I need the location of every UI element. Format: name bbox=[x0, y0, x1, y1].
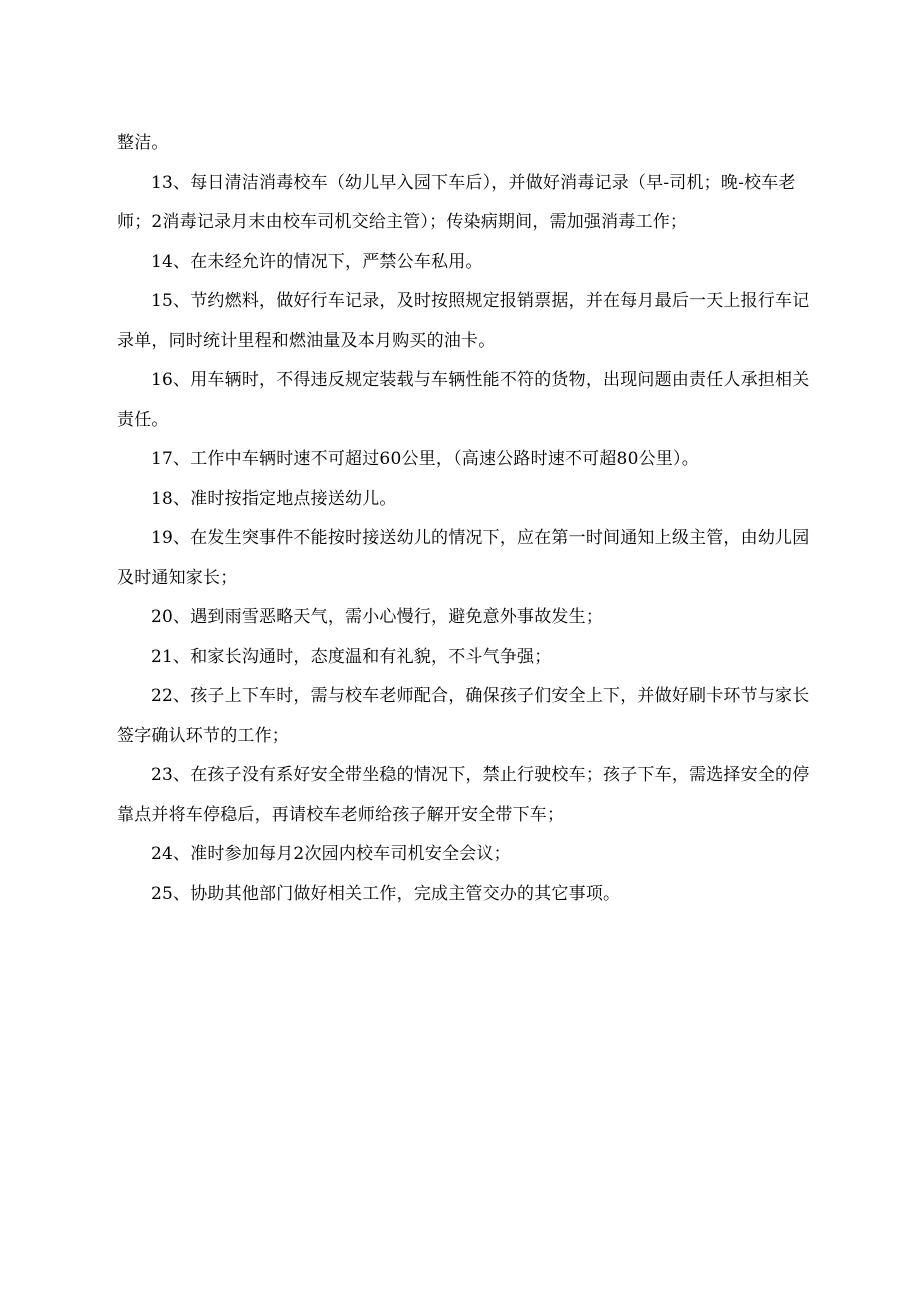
paragraph-item-23: 23、在孩子没有系好安全带坐稳的情况下，禁止行驶校车；孩子下车，需选择安全的停靠点并将车停稳后，再请校车老师给孩子解开安全带下车； bbox=[117, 765, 810, 825]
paragraph-item-19: 19、在发生突事件不能按时接送幼儿的情况下，应在第一时间通知上级主管，由幼儿园及时通知家长； bbox=[117, 528, 810, 588]
paragraph-item-14: 14、在未经允许的情况下，严禁公车私用。 bbox=[151, 251, 483, 272]
paragraph-item-20: 20、遇到雨雪恶略天气，需小心慢行，避免意外事故发生； bbox=[151, 607, 604, 627]
paragraph-item-13: 13、每日清洁消毒校车（幼儿早入园下车后），并做好消毒记录（早-司机；晚-校车老师；2消毒记录月末由校车司机交给主管）；传染病期间，需加强消毒工作； bbox=[117, 172, 796, 232]
paragraph-item-15: 15、节约燃料，做好行车记录，及时按照规定报销票据，并在每月最后一天上报行车记录单，同时统计里程和燃油量及本月购买的油卡。 bbox=[117, 291, 810, 351]
document-body bbox=[117, 124, 819, 914]
paragraph-item-24: 24、准时参加每月2次园内校车司机安全会议； bbox=[151, 844, 511, 864]
paragraph-item-17: 17、工作中车辆时速不可超过60公里，（高速公路时速不可超80公里）。 bbox=[151, 449, 699, 469]
paragraph-continuation: 整洁。 bbox=[117, 133, 169, 153]
paragraph-item-16: 16、用车辆时，不得违反规定装载与车辆性能不符的货物，出现问题由责任人承担相关责任。 bbox=[117, 370, 810, 430]
paragraph-item-25: 25、协助其他部门做好相关工作，完成主管交办的其它事项。 bbox=[151, 883, 621, 904]
paragraph-item-22: 22、孩子上下车时，需与校车老师配合，确保孩子们安全上下，并做好刷卡环节与家长签字确认环节的工作； bbox=[117, 686, 810, 746]
paragraph-item-21: 21、和家长沟通时，态度温和有礼貌，不斗气争强； bbox=[151, 646, 552, 667]
paragraph-item-18: 18、准时按指定地点接送幼儿。 bbox=[151, 488, 397, 509]
